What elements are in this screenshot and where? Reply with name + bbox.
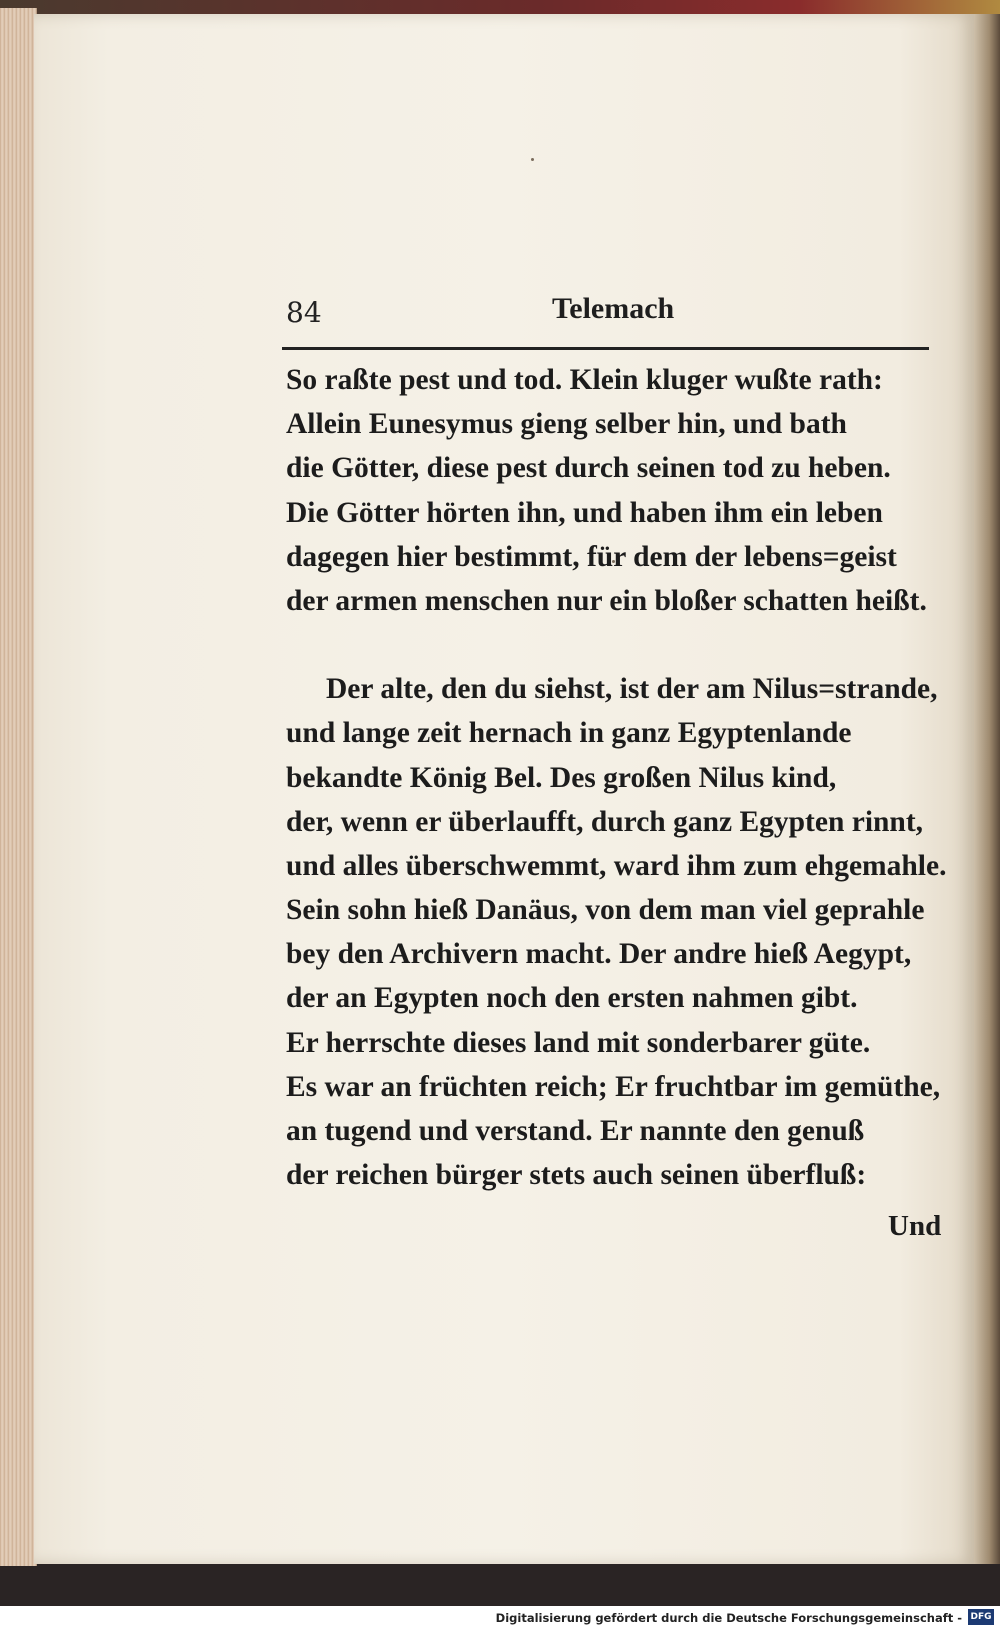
- text-line: dagegen hier bestimmt, für dem der lebens=geist: [286, 540, 897, 573]
- text-line: der armen menschen nur ein bloßer schatten heißt.: [286, 584, 927, 617]
- stanza-break: [286, 623, 936, 667]
- text-line: bey den Archivern macht. Der andre hieß Aegypt,: [286, 938, 912, 971]
- text-line: der, wenn er überlaufft, durch ganz Egypten rinnt,: [286, 805, 924, 838]
- text-line: Sein sohn hieß Danäus, von dem man viel geprahle: [286, 894, 925, 927]
- text-line: und alles überschwemmt, ward ihm zum ehgemahle.: [286, 849, 947, 882]
- dfg-logo: DFG: [968, 1609, 994, 1625]
- text-line: Der alte, den du siehst, ist der am Nilus=strande,: [326, 673, 938, 706]
- book-spine-shadow: [974, 14, 1000, 1564]
- scan-background-bottom: [0, 1566, 1000, 1606]
- text-line: Es war an früchten reich; Er fruchtbar im gemüthe,: [286, 1070, 941, 1103]
- paper-speck: [531, 158, 534, 161]
- text-line: Allein Eunesymus gieng selber hin, und bath: [286, 408, 847, 441]
- text-line: der an Egypten noch den ersten nahmen gibt.: [286, 982, 858, 1015]
- text-line: die Götter, diese pest durch seinen tod zu heben.: [286, 452, 891, 485]
- catchword: Und: [888, 1210, 942, 1242]
- funding-credit: Digitalisierung gefördert durch die Deutsche Forschungsgemeinschaft -: [495, 1611, 962, 1625]
- page-number: 84: [286, 296, 322, 329]
- text-line: der reichen bürger stets auch seinen überfluß:: [286, 1159, 867, 1192]
- header-rule: [282, 347, 929, 350]
- text-line: Die Götter hörten ihn, und haben ihm ein leben: [286, 496, 883, 529]
- text-line: Er herrschte dieses land mit sonderbarer güte.: [286, 1026, 871, 1059]
- text-line: So raßte pest und tod. Klein kluger wußte rath:: [286, 364, 883, 396]
- running-head: [286, 292, 926, 336]
- credit-bar: [0, 1606, 1000, 1630]
- text-line: an tugend und verstand. Er nannte den genuß: [286, 1115, 865, 1147]
- running-title: Telemach: [552, 292, 675, 325]
- text-line: und lange zeit hernach in ganz Egyptenlande: [286, 717, 852, 750]
- text-line: bekandte König Bel. Des großen Nilus kind,: [286, 761, 837, 794]
- poem-text: [286, 358, 947, 1197]
- book-page-edges: [0, 8, 37, 1568]
